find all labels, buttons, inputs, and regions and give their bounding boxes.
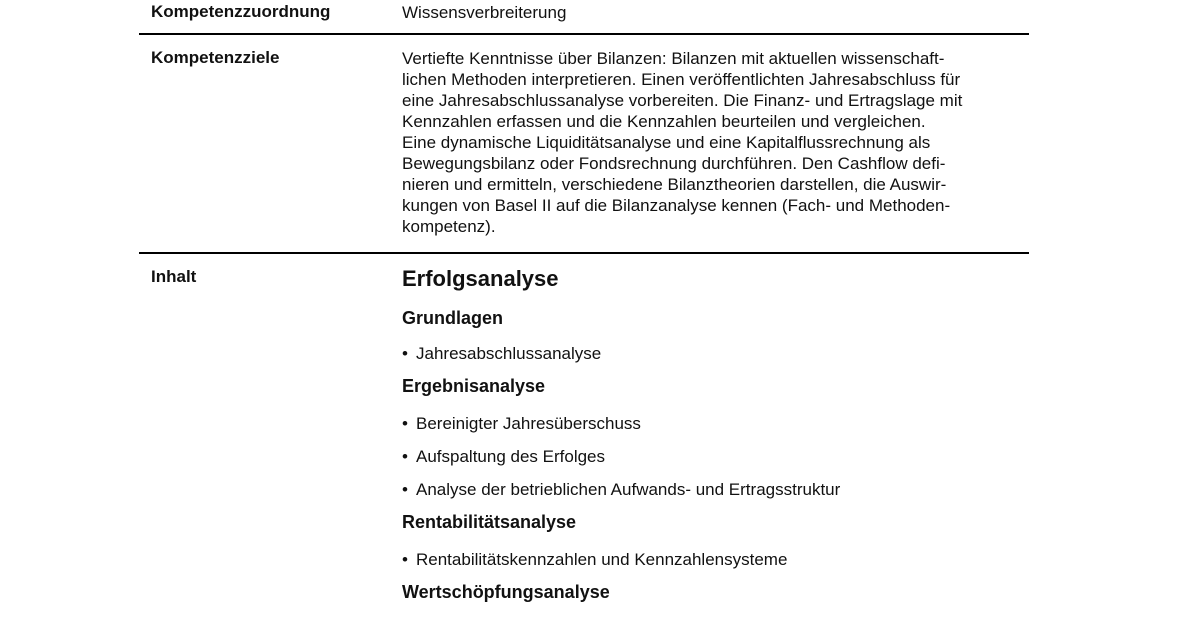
bullet-marker: • xyxy=(402,414,408,433)
list-item-text: Jahresabschlussanalyse xyxy=(416,344,602,363)
section-heading: Ergebnisanalyse xyxy=(402,376,546,396)
bullet-marker: • xyxy=(402,344,408,363)
list-item-text: Aufspaltung des Erfolges xyxy=(416,447,606,466)
list-item xyxy=(402,549,1022,570)
section-heading: Grundlagen xyxy=(402,308,504,328)
list-item-text: Bereinigter Jahresüberschuss xyxy=(416,414,641,433)
list-item-text: Rentabilitätskennzahlen und Kennzahlensysteme xyxy=(416,550,788,569)
section-heading: Rentabilitätsanalyse xyxy=(402,512,577,532)
divider-2 xyxy=(139,252,1029,254)
list-item xyxy=(402,479,1022,500)
bullet-marker: • xyxy=(402,550,408,569)
label-kompetenzziele: Kompetenzziele xyxy=(151,48,280,67)
list-item xyxy=(402,413,1022,434)
paragraph-kompetenzziele: Vertiefte Kenntnisse über Bilanzen: Bilanzen mit aktuellen wissenschaft- lichen Methoden interpretieren. Einen veröffentlichten Jahresabschluss für eine Jahresabschlussanalyse vorbereiten. Die Finanz- und Ertragslage mit Kennzahlen erfassen und die Kennzahlen beurteilen und vergleichen. Eine dynamische Liquiditätsanalyse und eine Kapitalflussrechnung als Bewegungsbilanz oder Fondsrechnung durchführen. Den Cashflow defi- nieren und ermitteln, verschiedene Bilanztheorien darstellen, die Auswir- kungen von Basel II auf die Bilanzanalyse kennen (Fach- und Methoden- kompetenz). xyxy=(402,49,963,236)
list-item-text: Analyse der betrieblichen Aufwands- und Ertragsstruktur xyxy=(416,480,841,499)
label-inhalt: Inhalt xyxy=(151,267,197,286)
list-item xyxy=(402,446,1022,467)
row-kompetenzziele xyxy=(139,36,1029,250)
row-kompetenzzuordnung xyxy=(139,0,1029,30)
label-kompetenzzuordnung: Kompetenzzuordnung xyxy=(151,2,331,21)
value-kompetenzzuordnung: Wissensverbreiterung xyxy=(402,3,567,22)
bullet-marker: • xyxy=(402,480,408,499)
list-item xyxy=(402,343,1022,364)
section-heading: Wertschöpfungsanalyse xyxy=(402,582,610,602)
row-inhalt xyxy=(139,255,1029,630)
bullet-marker: • xyxy=(402,447,408,466)
inhalt-content xyxy=(402,266,1022,603)
inhalt-title: Erfolgsanalyse xyxy=(402,266,559,291)
divider-1 xyxy=(139,33,1029,35)
